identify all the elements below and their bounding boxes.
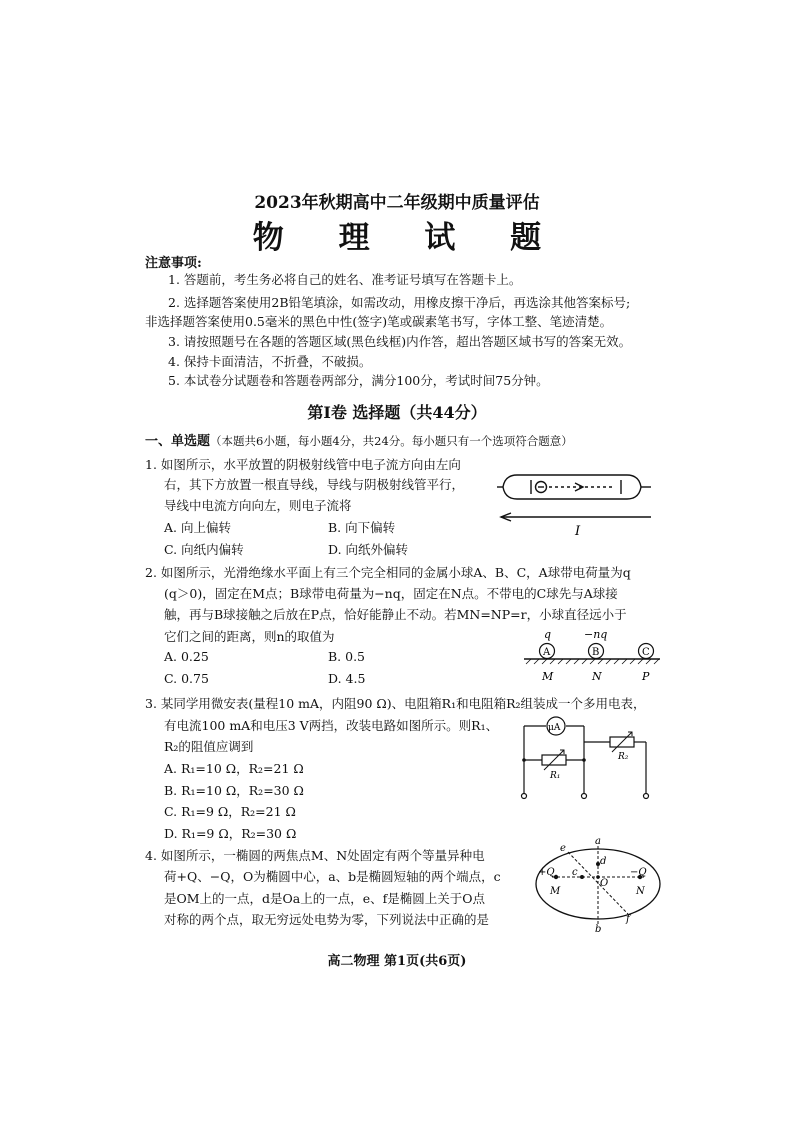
q2-option-c: C. 0.75 xyxy=(164,671,209,686)
meter-label: μA xyxy=(548,723,561,733)
label-f: f xyxy=(626,914,630,925)
resistor-r2 xyxy=(610,732,634,762)
q2-option-b: B. 0.5 xyxy=(328,649,366,664)
q1-line: 1. 如图所示，水平放置的阴极射线管中电子流方向由左向 xyxy=(145,457,461,472)
charge-label-nq: −nq xyxy=(584,628,608,641)
q1-option-d: D. 向纸外偏转 xyxy=(328,542,409,557)
ball-b: B xyxy=(592,647,600,658)
straight-wire xyxy=(501,513,651,521)
q1-option-b: B. 向下偏转 xyxy=(328,520,396,535)
terminals xyxy=(522,794,649,799)
q2-line: (q＞0)，固定在M点；B球带电荷量为−nq，固定在N点。不带电的C球先与A球接 xyxy=(164,586,618,601)
point-n: N xyxy=(592,670,602,683)
charge-label-q: q xyxy=(544,628,552,641)
r1-label: R₁ xyxy=(550,771,561,781)
q3-option-c: C. R₁=9 Ω，R₂=21 Ω xyxy=(164,804,296,819)
junction xyxy=(582,758,586,762)
current-label: I xyxy=(575,524,581,539)
q2-figure xyxy=(522,626,662,684)
junction xyxy=(522,758,526,762)
q2-option-d: D. 4.5 xyxy=(328,671,366,686)
q4-figure xyxy=(530,834,666,934)
q3-line: R₂的阻值应调到 xyxy=(164,739,254,754)
q4-line: 4. 如图所示，一椭圆的两焦点M、N处固定有两个等量异种电 xyxy=(145,848,485,863)
q3-option-a: A. R₁=10 Ω，R₂=21 Ω xyxy=(164,761,304,776)
part-note: （本题共6小题，每小题4分，共24分。每小题只有一个选项符合题意） xyxy=(210,434,573,448)
cathode-ray-tube xyxy=(497,475,651,499)
q3-figure xyxy=(512,712,662,802)
q1-option-a: A. 向上偏转 xyxy=(164,520,231,535)
q4-line: 荷+Q、−Q，O为椭圆中心，a、b是椭圆短轴的两个端点，c xyxy=(164,869,501,884)
notice-item: 1. 答题前，考生务必将自己的姓名、准考证号填写在答题卡上。 xyxy=(168,272,522,287)
notice-item: 非选择题答案使用0.5毫米的黑色中性(签字)笔或碳素笔书写，字体工整、笔迹清楚。 xyxy=(145,314,613,329)
section-title: 第Ⅰ卷 选择题（共44分） xyxy=(307,403,487,422)
q1-option-c: C. 向纸内偏转 xyxy=(164,542,244,557)
part-label: 一、单选题 xyxy=(145,434,211,449)
charge-plus-q: +Q xyxy=(538,867,555,878)
surface-hatching xyxy=(526,659,659,664)
page-footer: 高二物理 第1页(共6页) xyxy=(327,954,467,969)
q2-line: 触，再与B球接触之后放在P点，恰好能静止不动。若MN=NP=r，小球直径远小于 xyxy=(164,607,627,622)
notice-heading: 注意事项: xyxy=(145,256,202,271)
q3-line: 有电流100 mA和电压3 V两挡，改装电路如图所示。则R₁、 xyxy=(164,718,499,733)
q3-line: 3. 某同学用微安表(量程10 mA，内阻90 Ω)、电阻箱R₁和电阻箱R₂组装成一个多用电表， xyxy=(145,696,646,711)
q2-option-a: A. 0.25 xyxy=(164,649,209,664)
label-e: e xyxy=(560,843,566,854)
ball-a: A xyxy=(543,647,551,658)
charge-minus-q: −Q xyxy=(630,867,647,878)
point-p: P xyxy=(642,670,650,683)
label-c: c xyxy=(572,867,578,878)
label-o: O xyxy=(600,878,609,889)
notice-item: 4. 保持卡面清洁，不折叠，不破损。 xyxy=(168,354,372,369)
exam-title: 物 理 试 题 xyxy=(252,220,564,256)
q4-line: 是OM上的一点，d是Oa上的一点，e、f是椭圆上关于O点 xyxy=(164,891,486,906)
exam-subtitle: 2023年秋期高中二年级期中质量评估 xyxy=(254,193,540,213)
notice-item: 5. 本试卷分试题卷和答题卷两部分，满分100分，考试时间75分钟。 xyxy=(168,373,549,388)
q4-line: 对称的两个点，取无穷远处电势为零，下列说法中正确的是 xyxy=(164,912,490,927)
q3-option-b: B. R₁=10 Ω，R₂=30 Ω xyxy=(164,783,304,798)
notice-item: 2. 选择题答案使用2B铅笔填涂，如需改动，用橡皮擦干净后，再选涂其他答案标号; xyxy=(168,295,631,310)
q1-line: 右，其下方放置一根直导线，导线与阴极射线管平行， xyxy=(164,477,465,492)
point-m: M xyxy=(542,670,554,683)
q3-option-d: D. R₁=9 Ω，R₂=30 Ω xyxy=(164,826,297,841)
q2-line: 2. 如图所示，光滑绝缘水平面上有三个完全相同的金属小球A、B、C，A球带电荷量为q xyxy=(145,565,631,580)
label-n: N xyxy=(636,886,645,897)
q1-line: 导线中电流方向向左，则电子流将 xyxy=(164,498,352,513)
q1-figure xyxy=(495,465,655,540)
label-a: a xyxy=(595,836,601,847)
q2-line: 它们之间的距离，则n的取值为 xyxy=(164,629,335,644)
label-m: M xyxy=(550,886,561,897)
label-b: b xyxy=(595,924,602,934)
resistor-r1 xyxy=(542,750,566,781)
r2-label: R₂ xyxy=(618,752,629,762)
ball-c: C xyxy=(642,647,650,658)
microammeter xyxy=(547,717,565,735)
notice-item: 3. 请按照题号在各题的答题区域(黑色线框)内作答，超出答题区域书写的答案无效。 xyxy=(168,334,632,349)
part-heading xyxy=(145,430,573,449)
label-d: d xyxy=(600,856,607,867)
